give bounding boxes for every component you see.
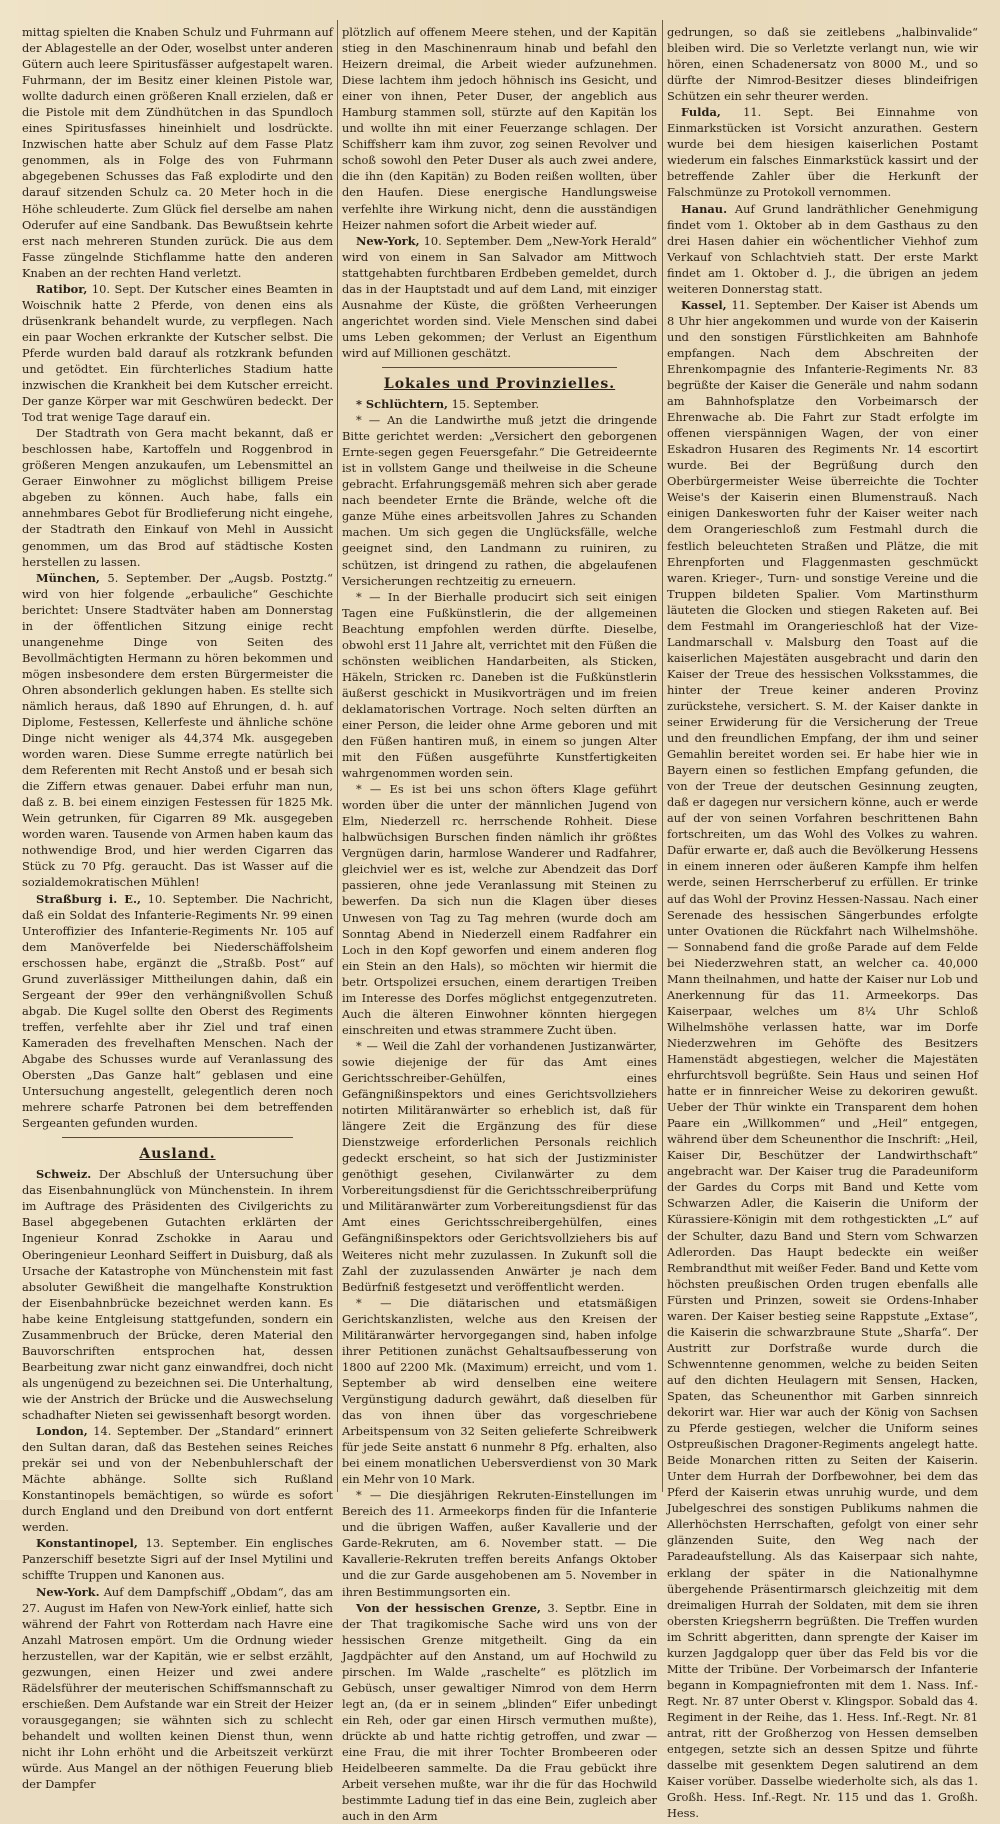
- paragraph-text: Auf Grund landräthlicher Genehmigung findet vom 1. Oktober ab in dem Gasthaus zu den drei Hasen dahier ein wöchentlicher Viehhof zum Verkauf von Schlachtvieh statt. Der erste Markt findet am 1. Oktober d. J., die übrigen an jedem weiteren Donnerstag statt.: [667, 201, 978, 296]
- article-paragraph: [342, 24, 657, 233]
- paragraph-text: 14. September. Der „Standard“ erinnert den Sultan daran, daß das Bestehen seines Reiches prekär sei und von der Nebenbuhlerschaft der Mächte abhänge. Sollte sich Rußland Konstantinopels bemächtigen, so würde es sofort durch England und den Dreibund von dort entfernt werden.: [22, 1424, 333, 1535]
- article-paragraph: [342, 412, 657, 589]
- article-paragraph: [667, 297, 978, 1821]
- paragraph-text: Auf dem Dampfschiff „Obdam“, das am 27. August im Hafen von New-York einlief, hatte sich während der Fahrt von Rotterdam nach Havre eine Anzahl Matrosen empört. Um die Ordnung wieder herzustellen, war der Kapitän, wie er selbst erzählt, gezwungen, einen Heizer und zwei andere Rädelsführer der meuterischen Schiffsmannschaft zu erschießen. Dem Aufstande war ein Streit der Heizer vorausgegangen; sie wähnten sich zu schlecht behandelt und wollten keinen Dienst thun, wenn nicht ihr Lohn erhöht und die Arbeitszeit verkürzt würde. Aus Mangel an der nöthigen Feuerung blieb der Dampfer: [22, 1584, 333, 1792]
- article-paragraph: [342, 396, 657, 412]
- paragraph-text: 10. September. Die Nachricht, daß ein Soldat des Infanterie-Regiments Nr. 99 einen Unteroffizier des Infanterie-Regiments Nr. 105 auf dem Manöverfelde bei Niederschäffolsheim erschossen habe, ergänzt die „Straßb. Post“ auf Grund zuverlässiger Mittheilungen dahin, daß ein Sergeant der 99er den verhängnißvollen Schuß abgab. Die Kugel sollte den Oberst des Regiments treffen, verfehlte aber ihr Ziel und traf einen Kameraden des frevelhaften Menschen. Nach der Abgabe des Schusses wurde auf Veranlassung des Obersten „Das Ganze halt“ geblasen und eine Untersuchung angestellt, gelegentlich deren noch mehrere scharfe Patronen bei dem betreffenden Sergeanten gefunden wurden.: [22, 891, 333, 1131]
- paragraph-text: 10. September. Dem „New-York Herald“ wird von einem in San Salvador am Mittwoch stattgehabten furchtbaren Erdbeben gemeldet, durch das in der Hauptstadt und auf dem Land, mit einziger Ausnahme der Küste, die größten Verheerungen angerichtet worden sind. Viele Menschen sind dabei ums Leben gekommen; der Verlust an Eigenthum wird auf Millionen geschätzt.: [342, 233, 657, 360]
- dateline: Konstantinopel,: [36, 1536, 138, 1551]
- paragraph-text: 3. Septbr. Eine in der That tragikomische Sache wird uns von der hessischen Grenze mitgetheilt. Ging da ein Jagdpächter auf den Anstand, um auf Hochwild zu pirschen. Im Walde „raschelte“ es plötzlich im Gebüsch, unser gewaltiger Nimrod von dem Herrn legt an, (da er in seinem „blinden“ Eifer unbedingt ein Reh, oder gar einen Hirsch vermuthen mußte), drückte ab und hatte richtig getroffen, und zwar — eine Frau, die mit ihrer Tochter Brombeeren oder Heidelbeeren sammelte. Da die Frau gebückt ihre Arbeit versehen mußte, war ihr die für das Hochwild bestimmte Ladung tief in das eine Bein, zugleich aber auch in den Arm: [342, 1600, 657, 1824]
- column-1: [22, 24, 333, 1792]
- dateline: Hanau.: [681, 201, 728, 216]
- article-paragraph: [22, 1423, 333, 1535]
- paragraph-text: 10. Sept. Der Kutscher eines Beamten in Woischnik hatte 2 Pferde, von denen eins als drüsenkrank behandelt wurde, zu verpflegen. Nach ein paar Wochen erkrankte der Kutscher selbst. Die Pferde wurden bald darauf als rotzkrank befunden und getödtet. Ein fürchterliches Stadium hatte inzwischen die Krankheit bei dem Kutscher erreicht. Der ganze Körper war mit Geschwüren bedeckt. Der Tod trat wenige Tage darauf ein.: [22, 281, 333, 425]
- article-paragraph: [667, 104, 978, 200]
- column-rule-2: [662, 20, 663, 1492]
- dateline: Schweiz.: [36, 1167, 92, 1182]
- paragraph-text: plötzlich auf offenem Meere stehen, und der Kapitän stieg in den Maschinenraum hinab und befahl den Heizern dreimal, die Arbeit wieder aufzunehmen. Diese lachtem ihm jedoch höhnisch ins Gesicht, und einer von ihnen, Peter Duser, der angeblich aus Hamburg stammen soll, stürzte auf den Kapitän los und wollte ihn mit einer Feuerzange schlagen. Der Schiffsherr kam ihm zuvor, zog seinen Revolver und schoß sowohl den Peter Duser als auch zwei andere, die ihn (den Kapitän) zu Boden reißen wollten, über den Haufen. Diese energische Handlungsweise verfehlte ihre Wirkung nicht, denn die ausständigen Heizer nahmen sofort die Arbeit wieder auf.: [342, 25, 657, 232]
- article-paragraph: [22, 1584, 333, 1793]
- article-paragraph: [22, 891, 333, 1132]
- article-paragraph: [342, 1600, 657, 1824]
- article-paragraph: [342, 233, 657, 361]
- section-separator: [382, 367, 617, 368]
- article-paragraph: [342, 781, 657, 1038]
- paragraph-text: Der Abschluß der Untersuchung über das Eisenbahnunglück von Münchenstein. In ihrem im Auftrage des Präsidenten des Civilgerichts zu Basel abgegebenen Gutachten erklärten der Ingenieur Konrad Zschokke in Aarau und Oberingenieur Leonhard Seiffert in Duisburg, daß als Ursache der Katastrophe von Münchenstein mit fast absoluter Gewißheit die mangelhafte Konstruktion der Eisenbahnbrücke bezeichnet werden kann. Es habe keine Entgleisung stattgefunden, sondern ein Zusammenbruch der Brücke, deren Material den Bauvorschriften entsprochen hat, dessen Bearbeitung zwar nicht ganz einwandfrei, doch nicht als ungenügend zu bezeichnen sei. Die Unterhaltung, wie der Anstrich der Brücke und die Auswechselung schadhafter Nieten sei gewissenhaft besorgt worden.: [22, 1167, 333, 1422]
- paragraph-text: 15. September.: [447, 397, 540, 412]
- article-paragraph: [342, 1038, 657, 1295]
- paragraph-text: * — Die diätarischen und etatsmäßigen Gerichtskanzlisten, welche aus den Kreisen der Militäranwärter hervorgegangen sind, haben infolge ihrer Petitionen zunächst Gehaltsaufbesserung von 1800 auf 2200 Mk. (Maximum) erreicht, und vom 1. September ab wird denselben eine weitere Vergünstigung dadurch gewährt, daß dieselben für das von ihnen über das vorgeschriebene Arbeitspensum von 32 Seiten gelieferte Schreibwerk für jede Seite anstatt 6 nunmehr 8 Pfg. erhalten, also bei einem monatlichen Uebersverdienst von 30 Mark ein Mehr von 10 Mark.: [342, 1295, 657, 1487]
- dateline: Ratibor,: [36, 281, 88, 296]
- dateline: London,: [36, 1424, 88, 1439]
- paragraph-text: * — Weil die Zahl der vorhandenen Justizanwärter, sowie diejenige der für das Amt eines Gerichtsschreiber-Gehülfen, eines Gefängnißinspektors und eines Gerichtsvollziehers notirten Militäranwärter so erheblich ist, daß für längere Zeit die Ergänzung des für diese Dienstzweige erforderlichen Personals reichlich gedeckt erscheint, so hat sich der Justizminister genöthigt gesehen, Civilanwärter zu dem Vorbereitungsdienst für die Gerichtsschreiberprüfung und Militäranwärter zum Vorbereitungsdienst für das Amt eines Gerichtsschreibergehülfen, eines Gefängnißinspektors oder Gerichtsvollziehers bis auf Weiteres nicht mehr zuzulassen. In Zukunft soll die Zahl der zuzulassenden Anwärter je nach dem Bedürfniß festgesetzt und veröffentlicht werden.: [342, 1038, 657, 1294]
- article-paragraph: [22, 1166, 333, 1423]
- paragraph-text: * — Die diesjährigen Rekruten-Einstellungen im Bereich des 11. Armeekorps finden für die Infanterie und die übrigen Waffen, außer Kavallerie und der Garde-Rekruten, am 6. November statt. — Die Kavallerie-Rekruten treffen bereits Anfangs Oktober und die zur Garde ausgehobenen am 5. November in ihren Bestimmungsorten ein.: [342, 1488, 657, 1599]
- paragraph-text: 5. September. Der „Augsb. Postztg.“ wird von hier folgende „erbauliche“ Geschichte berichtet: Unsere Stadtväter haben am Donnerstag in der öffentlichen Sitzung einige recht unangenehme Dinge von Seiten des Bevollmächtigten Hermann zu hören bekommen und mögen insbesondere dem ersten Bürgermeister die Ohren absonderlich geklungen haben. Es stellte sich nämlich heraus, daß 1890 auf Ehrungen, d. h. auf Diplome, Festessen, Kellerfeste und ähnliche schöne Dinge nicht weniger als 44,374 Mk. ausgegeben worden waren. Diese Summe erregte natürlich bei dem Referenten mit Recht Anstoß und er besah sich die Ziffern etwas genauer. Dabei erfuhr man nun, daß z. B. bei einem einzigen Festessen für 1825 Mk. Wein getrunken, für Cigarren 89 Mk. ausgegeben worden waren. Tausende von Armen haben kaum das nothwendige Brod, und hier werden Cigarren das Stück zu 70 Pfg. geraucht. Das ist Wasser auf die sozialdemokratischen Mühlen!: [22, 570, 333, 890]
- article-paragraph: [667, 24, 978, 104]
- column-rule-1: [337, 20, 338, 1492]
- article-paragraph: [342, 1487, 657, 1599]
- dateline: Fulda,: [681, 105, 721, 120]
- section-heading: Ausland.: [139, 1146, 216, 1163]
- article-paragraph: [22, 281, 333, 425]
- paragraph-text: mittag spielten die Knaben Schulz und Fuhrmann auf der Ablagestelle an der Oder, woselbst unter anderen Gütern auch leere Spiritusfässer aufgestapelt waren. Fuhrmann, der im Besitz einer kleinen Pistole war, wollte dadurch einen größeren Knall erzielen, daß er die Pistole mit dem Zündhütchen in das Spundloch eines Spiritusfasses hineinhielt und losdrückte. Inzwischen hatte aber Schulz auf dem Fasse Platz genommen, als in Folge des von Fuhrmann abgegebenen Schusses das Faß explodirte und den darauf sitzenden Schulz ca. 20 Meter hoch in die Höhe schleuderte. Zum Glück fiel derselbe am nahen Oderufer auf eine Sandbank. Das Bewußtsein kehrte erst nach mehreren Stunden zurück. Die aus dem Fasse züngelnde Stichflamme hatte den anderen Knaben an der rechten Hand verletzt.: [22, 25, 333, 280]
- article-paragraph: [342, 1295, 657, 1488]
- paragraph-text: 11. Sept. Bei Einnahme von Einmarkstücken ist Vorsicht anzurathen. Gestern wurde bei dem hiesigen kaiserlichen Postamt wiederum ein falsches Einmarkstück kassirt und der betreffende Zahler über die Herkunft der Falschmünze zu Protokoll vernommen.: [667, 105, 978, 200]
- paragraph-text: gedrungen, so daß sie zeitlebens „halbinvalide“ bleiben wird. Die so Verletzte verlangt nun, wie wir hören, einen Schadenersatz von 8000 M., und so dürfte der Nimrod-Besitzer dieses blindeifrigen Schützen ein sehr theurer werden.: [667, 25, 978, 104]
- paragraph-text: * — An die Landwirthe muß jetzt die dringende Bitte gerichtet werden: „Versichert den geborgenen Ernte-segen gegen Feuersgefahr.“ Die Getreideernte ist in vollstem Gange und theilweise in die Scheune gebracht. Erfahrungsgemäß mehren sich aber gerade nach beendeter Ernte die Brände, welche oft die ganze Mühe eines arbeitsvollen Jahres zu Schanden machen. Um sich gegen die Unglücksfälle, welche geeignet sind, den Landmann zu ruiniren, zu schützen, ist dringend zu rathen, die abgelaufenen Versicherungen rechtzeitig zu erneuern.: [342, 413, 657, 588]
- dateline: New-York,: [356, 233, 420, 248]
- paragraph-text: Der Stadtrath von Gera macht bekannt, daß er beschlossen habe, Kartoffeln und Roggenbrod in größeren Mengen anzukaufen, um Lebensmittel an Geraer Einwohner zu möglichst billigem Preise abgeben zu können. Auch habe, falls ein annehmbares Gebot für Brodlieferung nicht eingehe, der Stadtrath den Einkauf von Mehl in Aussicht genommen, um das Brod auf städtische Kosten herstellen zu lassen.: [22, 426, 333, 569]
- paragraph-text: 11. September. Der Kaiser ist Abends um 8 Uhr hier angekommen und wurde von der Kaiserin und den sonstigen Fürstlichkeiten am Bahnhofe empfangen. Nach dem Abschreiten der Ehrenkompagnie des Infanterie-Regiments Nr. 83 begrüßte der Kaiser die Generäle und nahm sodann am Bahnhofsplatze den Vorbeimarsch der Ehrenwache ab. Die Fahrt zur Stadt erfolgte im offenen vierspännigen Wagen, der von einer Eskadron Husaren des Regiments Nr. 14 escortirt wurde. Bei der Begrüßung durch den Oberbürgermeister Weise überreichte die Tochter Weise's der Kaiserin einen Blumenstrauß. Nach einigen Dankesworten fuhr der Kaiser weiter nach dem Orangerieschloß zum Festmahl durch die festlich beleuchteten Straßen und Plätze, die mit Ehrenpforten und Flaggenmasten geschmückt waren. Krieger-, Turn- und sonstige Vereine und die Truppen bildeten Spalier. Vom Martinsthurm läuteten die Glocken und stiegen Raketen auf. Bei dem Festmahl im Orangerieschloß hat der Vize-Landmarschall v. Malsburg den Toast auf die kaiserlichen Majestäten ausgebracht und darin den Kaiser der Treue des hessischen Volksstammes, die hinter der Treue keiner anderen Provinz zurückstehe, versichert. S. M. der Kaiser dankte in seiner Erwiderung für die Versicherung der Treue und den freundlichen Empfang, der ihm und seiner Gemahlin bereitet worden sei. Er habe hier wie in Bayern einen so festlichen Empfang gefunden, die von der Treue der deutschen Gesinnung zeugten, daß er dagegen nur versichern könne, auch er werde auf der von seinen Vorfahren beschrittenen Bahn fortschreiten, um das Wohl des Volkes zu wahren. Dafür erwarte er, daß auch die Bevölkerung Hessens in einem inneren oder äußeren Kampfe ihm helfen werde, seinen Herrscherberuf zu erfüllen. Er trinke auf das Wohl der Provinz Hessen-Nassau. Nach einer Serenade des hessischen Sängerbundes erfolgte unter Ovationen die Rückfahrt nach Wilhelmshöhe. — Sonnabend fand die große Parade auf dem Felde bei Niederzwehren statt, an welcher ca. 40,000 Mann theilnahmen, und hatte der Kaiser nur Lob und Anerkennung für das 11. Armeekorps. Das Kaiserpaar, welches um 8¼ Uhr Schloß Wilhelmshöhe verlassen hatte, war im Dorfe Niederzwehren im Gehöfte des Besitzers Hamenstädt abgestiegen, welcher die Majestäten ehrfurchtsvoll begrüßte. Sein Haus und seinen Hof hatte er in finnreicher Weise zu dekoriren gewußt. Ueber der Thür winkte ein Transparent dem hohen Paare ein „Willkommen“ und „Heil“ entgegen, während über dem Scheunenthor die Inschrift: „Heil, Kaiser Dir, Beschützer der Landwirthschaft“ angebracht war. Der Kaiser trug die Paradeuniform der Gardes du Corps mit Band und Kette vom Schwarzen Adler, die Kaiserin die Uniform der Kürassiere-Königin mit dem rothgestickten „L“ auf der Schulter, dazu Band und Stern vom Schwarzen Adlerorden. Das Haupt bedeckte ein weißer Rembrandthut mit weißer Feder. Band und Kette vom höchsten preußischen Orden trugen ebenfalls alle Fürsten und Prinzen, soweit sie Ordens-Inhaber waren. Der Kaiser bestieg seine Rappstute „Extase“, die Kaiserin die schwarzbraune Stute „Sharfa“. Der Austritt zur Dorfstraße wurde durch die Schwenntenne genommen, welche zu beiden Seiten auf den dichten Heulagern mit Sensen, Hacken, Spaten, das Scheunenthor mit Garben sinnreich dekorirt war. Hier war auch der König von Sachsen zu Pferde gestiegen, welcher die Uniform seines Ostpreußischen Dragoner-Regiments angelegt hatte. Beide Monarchen ritten zu Seiten der Kaiserin. Unter dem Hurrah der Dorfbewohner, bei dem das Pferd der Kaiserin etwas unruhig wurde, und dem Jubelgeschrei des sonstigen Publikums nahmen die Allerhöchsten Herrschaften, gefolgt von einer sehr glänzenden Suite, den Weg nach der Paradeaufstellung. Als das Kaiserpaar sich nahte, erklang der später in die Nationalhymne übergehende Präsentirmarsch gleichzeitig mit dem dreimaligen Hurrah der Soldaten, mit dem sie ihren obersten Kriegsherrn begrüßten. Die Treffen wurden im Schritt abgeritten, dann sprengte der Kaiser im kurzen Jagdgalopp quer über das Feld bis vor die Mitte der Tribüne. Der Vorbeimarsch der Infanterie begann in Kompagniefronten mit dem 1. Nass. Inf.-Regt. Nr. 87 unter Oberst v. Klingspor. Sobald das 4. Regiment in der Reihe, das 1. Hess. Inf.-Regt. Nr. 81 antrat, ritt der Großherzog von Hessen demselben entgegen, setzte sich an dessen Spitze und führte dasselbe mit gesenktem Degen salutirend an dem Kaiser vorüber. Dasselbe wiederholte sich, als das 1. Großh. Hess. Inf.-Regt. Nr. 115 und das 1. Großh. Hess.: [667, 297, 978, 1821]
- paragraph-text: 13. September. Ein englisches Panzerschiff besetzte Sigri auf der Insel Mytilini und schiffte Truppen und Kanonen aus.: [22, 1536, 333, 1583]
- article-paragraph: [22, 570, 333, 891]
- column-3: [667, 24, 978, 1821]
- paragraph-text: * — In der Bierhalle producirt sich seit einigen Tagen eine Fußkünstlerin, die der allgemeinen Beachtung empfohlen werden dürfte. Dieselbe, obwohl erst 11 Jahre alt, verrichtet mit den Füßen die schönsten weiblichen Handarbeiten, als Sticken, Häkeln, Stricken rc. Daneben ist die Fußkünstlerin äußerst geschickt in Musikvorträgen und im freien deklamatorischen Vortrage. Noch selten dürften an einer Person, die leider ohne Arme geboren und mit den Füßen hantiren muß, in einem so jungen Alter mit den Füßen ausgeführte Kunstfertigkeiten wahrgenommen worden sein.: [342, 589, 657, 781]
- section-separator: [62, 1137, 293, 1138]
- dateline: Straßburg i. E.,: [36, 891, 141, 906]
- paragraph-text: * — Es ist bei uns schon öfters Klage geführt worden über die unter der männlichen Jugend von Elm, Niederzell rc. herrschende Rohheit. Diese halbwüchsigen Burschen finden nämlich ihr größtes Vergnügen darin, harmlose Wanderer und Radfahrer, gleichviel wer es ist, welche zur Abendzeit das Dorf passieren, ohne jede Veranlassung mit Steinen zu bewerfen. Da sich nun die Klagen über dieses Unwesen von Tag zu Tag mehren (wurde doch am Sonntag Abend in Niederzell einem Radfahrer ein Loch in den Kopf geworfen und einem anderen flog ein Stein an den Hals), so möchten wir hiermit die betr. Ortspolizei ersuchen, einem derartigen Treiben im Interesse des Dorfes möglichst entgegenzutreten. Auch die älteren Einwohner könnten hiergegen einschreiten und etwas strammere Zucht üben.: [342, 782, 657, 1037]
- article-paragraph: [667, 201, 978, 297]
- dateline: München,: [36, 570, 100, 585]
- dateline: Kassel,: [681, 297, 727, 312]
- article-paragraph: [342, 589, 657, 782]
- column-2: [342, 24, 657, 1824]
- dateline: * Schlüchtern,: [356, 397, 448, 412]
- article-paragraph: [22, 1535, 333, 1583]
- article-paragraph: [22, 425, 333, 569]
- section-heading: Lokales und Provinzielles.: [383, 375, 616, 392]
- article-paragraph: [22, 24, 333, 281]
- dateline: Von der hessischen Grenze,: [356, 1600, 541, 1615]
- dateline: New-York.: [36, 1584, 100, 1599]
